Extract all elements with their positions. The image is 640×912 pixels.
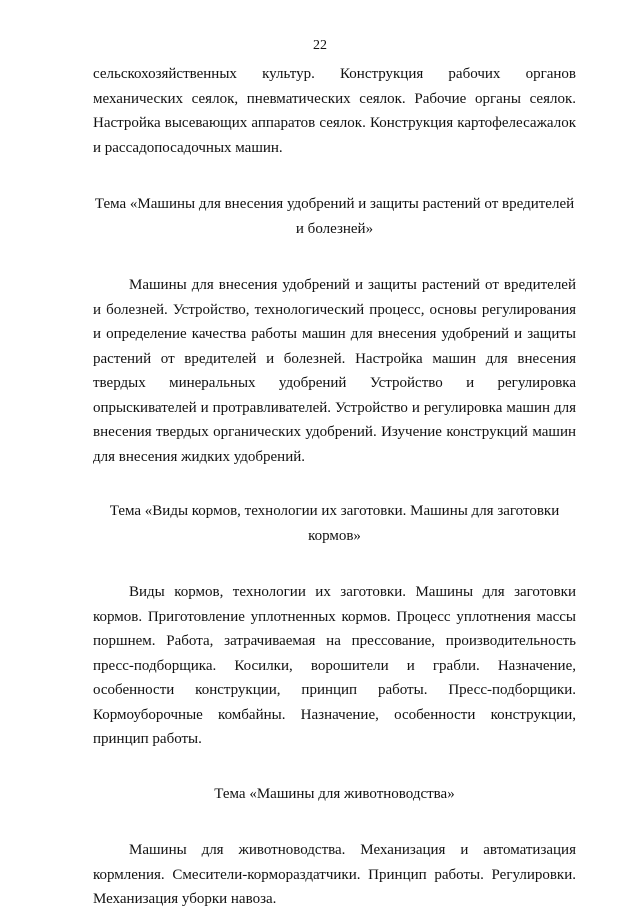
paragraph-fertilizer-machines: Машины для внесения удобрений и защиты растений от вредителей и болезней. Устройство, технологический процесс, основы регулирования и определение качества работы машин для внесения удобрений и защиты растений от вредителей и болезней. Настройка машин для внесения твердых минеральных удобрений Устройство и регулировка опрыскивателей и протравливателей. Устройство и регулировка машин для внесения твердых органических удобрений. Изучение конструкций машин для внесения жидких удобрений. (93, 277, 576, 465)
paragraph-continuation: сельскохозяйственных культур. Конструкция рабочих органов механических сеялок, пневматических сеялок. Рабочие органы сеялок. Настройка высевающих аппаратов сеялок. Конструкция картофелесажалок и рассадопосадочных машин. (93, 66, 576, 156)
paragraph-feed-harvesting: Виды кормов, технологии их заготовки. Машины для заготовки кормов. Приготовление уплотненных кормов. Процесс уплотнения массы поршнем. Работа, затрачиваемая на прессование, производительность пресс-подборщика. Косилки, ворошители и грабли. Назначение, особенности конструкции, принцип работы. Пресс-подборщики. Кормоуборочные комбайны. Назначение, особенности конструкции, принцип работы. (93, 584, 576, 747)
page-number: 22 (313, 38, 327, 53)
section-heading-feed-harvesting: Тема «Виды кормов, технологии их заготовки. Машины для заготовки кормов» (109, 503, 560, 544)
document-body (93, 62, 576, 912)
section-heading-livestock-machines: Тема «Машины для животноводства» (214, 785, 455, 802)
section-heading-fertilizer-machines: Тема «Машины для внесения удобрений и защиты растений от вредителей и болезней» (94, 196, 575, 237)
paragraph-livestock-machines: Машины для животноводства. Механизация и автоматизация кормления. Смесители-кормораздатчики. Принцип работы. Регулировки. Механизация уборки навоза. (93, 842, 576, 907)
